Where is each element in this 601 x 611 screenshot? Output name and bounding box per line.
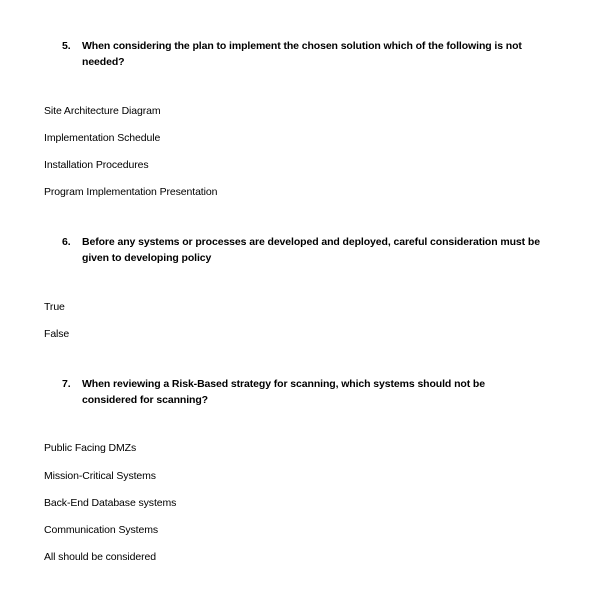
question-text: When reviewing a Risk-Based strategy for scanning, which systems should not be considered for scanning? [82, 378, 485, 406]
question-text: Before any systems or processes are developed and deployed, careful consideration must be given to developing policy [82, 236, 540, 264]
answer-option[interactable]: Site Architecture Diagram [44, 105, 161, 117]
question-number: 5. [62, 40, 71, 52]
answer-option[interactable]: Public Facing DMZs [44, 442, 137, 454]
answer-option[interactable]: True [44, 301, 65, 313]
question-number: 6. [62, 236, 71, 248]
question-number: 7. [62, 378, 71, 390]
answer-option[interactable]: Back-End Database systems [44, 497, 177, 509]
question-7 [62, 376, 542, 408]
answer-option[interactable]: False [44, 328, 70, 340]
question-text: When considering the plan to implement the chosen solution which of the following is not needed? [82, 40, 522, 68]
answer-option[interactable]: All should be considered [44, 551, 157, 563]
answer-option[interactable]: Mission-Critical Systems [44, 470, 156, 482]
question-5 [62, 38, 542, 70]
answer-option[interactable]: Communication Systems [44, 524, 159, 536]
answer-option[interactable]: Program Implementation Presentation [44, 186, 218, 198]
answer-option[interactable]: Installation Procedures [44, 159, 149, 171]
question-6 [62, 234, 542, 266]
answer-option[interactable]: Implementation Schedule [44, 132, 161, 144]
